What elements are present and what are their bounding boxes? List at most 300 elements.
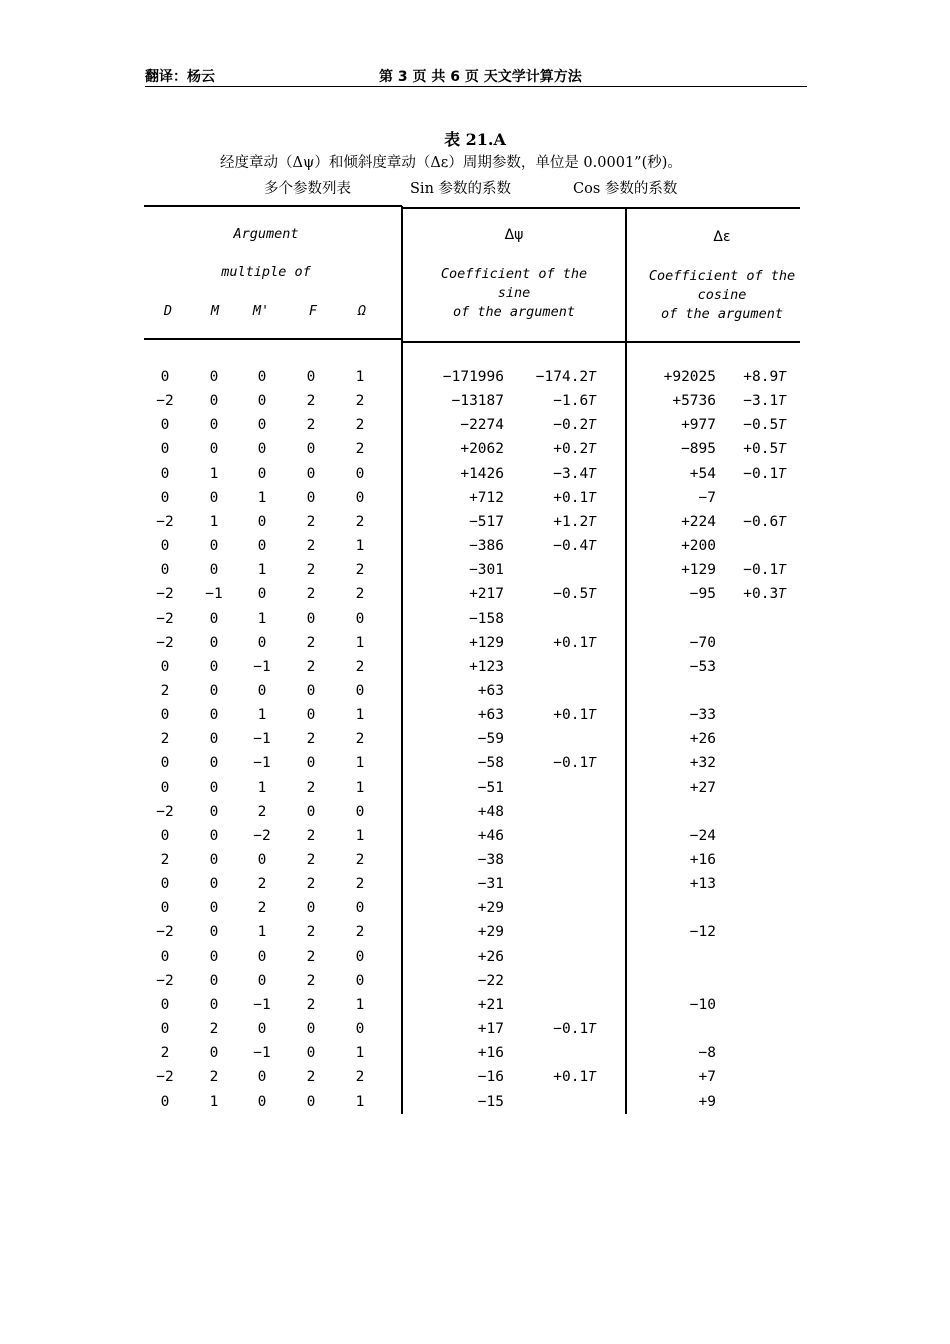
cell-d [150,804,180,820]
cell-omega [345,973,375,989]
cell-cosine-t-coefficient [722,562,786,578]
cell-m [199,828,229,844]
cell-omega-value: 1 [355,997,365,1013]
cell-f [296,828,326,844]
cell-omega-value: 0 [355,973,365,989]
cell-mprime-value: 0 [257,635,267,651]
cell-d [150,635,180,651]
cell-d-value: −2 [156,611,174,627]
cell-sine-coefficient-value: +63 [477,683,504,699]
cell-mprime-value: 0 [257,514,267,530]
cell-cosine-t-coefficient-value: +8.9 [743,369,779,385]
cell-omega-value: 0 [355,1021,365,1037]
cell-omega [345,876,375,892]
cell-sine-coefficient [410,852,504,868]
cell-omega [345,731,375,747]
cell-mprime-value: 0 [257,441,267,457]
cell-f-value: 2 [306,949,316,965]
cell-cosine-coefficient [636,1045,716,1061]
t-symbol: T [588,587,596,602]
cosine-heading-line1: Coefficient of the [648,268,796,284]
cell-sine-coefficient-value: −517 [469,514,504,530]
cell-m-value: 1 [209,466,219,482]
cell-mprime-value: 0 [257,466,267,482]
cell-sine-t-coefficient-value: +0.1 [553,1069,589,1085]
t-symbol: T [778,563,786,578]
cell-sine-coefficient [410,369,504,385]
cell-f [296,924,326,940]
cell-mprime [247,973,277,989]
cell-mprime [247,490,277,506]
col-m-heading: M [210,303,220,319]
cell-m [199,900,229,916]
cell-f [296,1045,326,1061]
cell-sine-t-coefficient [512,417,596,433]
cell-f-value: 2 [306,514,316,530]
cell-m-value: 0 [209,973,219,989]
cell-m-value: 1 [209,514,219,530]
cell-cosine-t-coefficient-value: −0.1 [743,466,779,482]
cell-sine-t-coefficient [512,393,596,409]
column-divider-1 [401,206,403,1114]
delta-epsilon-heading: Δε [713,229,731,245]
cell-omega-value: 1 [355,707,365,723]
cell-sine-coefficient [410,973,504,989]
cell-f [296,755,326,771]
table-caption: 经度章动（Δψ）和倾斜度章动（Δε）周期参数，单位是 0.0001”(秒)。 [220,155,682,171]
cell-sine-t-coefficient [512,490,596,506]
cell-d [150,973,180,989]
cell-cosine-coefficient-value: +977 [681,417,716,433]
t-symbol: T [588,636,596,651]
cell-f [296,997,326,1013]
cell-omega-value: 0 [355,949,365,965]
cell-sine-coefficient [410,538,504,554]
cell-omega [345,466,375,482]
argument-heading: Argument [233,226,299,242]
cell-f-value: 0 [306,900,316,916]
t-symbol: T [588,1070,596,1085]
cell-f-value: 2 [306,973,316,989]
cell-sine-coefficient-value: −158 [469,611,504,627]
cell-d [150,780,180,796]
cell-f-value: 2 [306,876,316,892]
cell-omega [345,393,375,409]
cell-f-value: 0 [306,441,316,457]
cell-sine-coefficient [410,611,504,627]
cell-cosine-coefficient-value: +200 [681,538,716,554]
cell-m [199,635,229,651]
cell-cosine-coefficient [636,924,716,940]
cell-omega [345,924,375,940]
cell-omega-value: 1 [355,780,365,796]
cell-m-value: 0 [209,876,219,892]
cell-mprime [247,755,277,771]
cell-sine-coefficient [410,804,504,820]
cell-d [150,852,180,868]
cell-omega [345,562,375,578]
cell-mprime [247,804,277,820]
cell-omega [345,997,375,1013]
cell-m [199,659,229,675]
cell-d-value: 0 [160,876,170,892]
cell-sine-t-coefficient-value: −0.1 [553,1021,589,1037]
cell-f [296,586,326,602]
cell-d [150,707,180,723]
cell-sine-t-coefficient [512,514,596,530]
cell-sine-t-coefficient [512,441,596,457]
t-symbol: T [778,370,786,385]
cell-omega [345,780,375,796]
cell-m [199,997,229,1013]
cell-mprime [247,659,277,675]
cell-cosine-t-coefficient-value: −0.1 [743,562,779,578]
cell-omega [345,900,375,916]
cell-cosine-coefficient-value: +26 [689,731,716,747]
cell-sine-coefficient [410,490,504,506]
multiple-of-heading: multiple of [221,264,311,280]
cell-omega [345,514,375,530]
cell-cosine-coefficient-value: −12 [689,924,716,940]
t-symbol: T [778,587,786,602]
cell-mprime [247,780,277,796]
cell-d [150,755,180,771]
cell-omega [345,441,375,457]
cell-cosine-coefficient [636,369,716,385]
cell-m-value: 0 [209,417,219,433]
cell-sine-coefficient-value: +46 [477,828,504,844]
cell-cosine-coefficient-value: +224 [681,514,716,530]
cell-sine-coefficient-value: −59 [477,731,504,747]
cell-omega-value: 2 [355,393,365,409]
cell-mprime-value: 1 [257,780,267,796]
cell-f-value: 0 [306,1094,316,1110]
cell-sine-coefficient-value: +48 [477,804,504,820]
cell-d-value: 0 [160,466,170,482]
cell-cosine-t-coefficient-value: −0.6 [743,514,779,530]
subcaption-cos: Cos 参数的系数 [573,181,678,197]
cell-d [150,876,180,892]
cell-d-value: 0 [160,707,170,723]
cell-d [150,731,180,747]
cell-sine-coefficient [410,417,504,433]
cell-f [296,538,326,554]
cell-d-value: 0 [160,562,170,578]
cell-d-value: −2 [156,973,174,989]
cell-d-value: 2 [160,731,170,747]
cell-sine-coefficient [410,876,504,892]
cell-f [296,466,326,482]
cell-d [150,924,180,940]
cell-sine-coefficient-value: −15 [477,1094,504,1110]
cell-m [199,562,229,578]
cell-d [150,997,180,1013]
cell-d [150,586,180,602]
sine-heading-line1: Coefficient of the [440,266,588,282]
table-top-rule-right [402,207,800,209]
cell-omega [345,635,375,651]
cell-f [296,707,326,723]
cell-f-value: 0 [306,466,316,482]
delta-psi-heading: Δψ [504,227,524,243]
cell-m [199,876,229,892]
t-symbol: T [778,442,786,457]
cell-mprime [247,369,277,385]
cell-mprime-value: 0 [257,586,267,602]
cell-m-value: 0 [209,755,219,771]
cell-omega-value: 0 [355,611,365,627]
cell-m-value: 0 [209,369,219,385]
cell-mprime [247,586,277,602]
cell-f-value: 2 [306,1069,316,1085]
t-symbol: T [588,539,596,554]
cell-mprime-value: 0 [257,949,267,965]
cell-mprime [247,828,277,844]
cell-sine-coefficient-value: −38 [477,852,504,868]
cell-sine-coefficient [410,683,504,699]
cell-m-value: 2 [209,1021,219,1037]
cell-sine-t-coefficient-value: −1.6 [553,393,589,409]
cell-sine-t-coefficient [512,586,596,602]
cell-sine-coefficient-value: +129 [469,635,504,651]
cell-sine-coefficient [410,441,504,457]
cell-cosine-coefficient [636,538,716,554]
cell-sine-t-coefficient [512,755,596,771]
cell-f [296,635,326,651]
cell-d-value: 0 [160,949,170,965]
cell-m [199,949,229,965]
cell-m-value: 0 [209,441,219,457]
cell-f [296,417,326,433]
cell-sine-coefficient [410,1021,504,1037]
cell-sine-coefficient-value: +2062 [460,441,504,457]
cell-f-value: 0 [306,490,316,506]
cell-cosine-t-coefficient-value: +0.5 [743,441,779,457]
cell-cosine-coefficient [636,1069,716,1085]
cell-f-value: 0 [306,1021,316,1037]
cell-m [199,852,229,868]
cell-d [150,828,180,844]
cell-cosine-coefficient [636,707,716,723]
cell-omega [345,1069,375,1085]
cell-m-value: −1 [205,586,223,602]
col-omega-heading: Ω [357,303,367,319]
cell-sine-coefficient [410,949,504,965]
cell-d [150,441,180,457]
cell-sine-coefficient [410,659,504,675]
cell-m-value: 0 [209,538,219,554]
cell-omega-value: 1 [355,635,365,651]
cell-cosine-t-coefficient [722,466,786,482]
cell-cosine-coefficient [636,586,716,602]
cell-omega [345,804,375,820]
cell-mprime [247,683,277,699]
cell-cosine-coefficient [636,755,716,771]
cell-mprime [247,514,277,530]
cell-sine-coefficient-value: −31 [477,876,504,892]
subcaption-arguments: 多个参数列表 [264,181,351,197]
cell-omega-value: 1 [355,1094,365,1110]
cell-sine-coefficient-value: +16 [477,1045,504,1061]
cell-d [150,900,180,916]
cell-m [199,466,229,482]
cell-m-value: 0 [209,780,219,796]
cell-cosine-coefficient [636,635,716,651]
cell-m-value: 0 [209,1045,219,1061]
cell-omega [345,538,375,554]
cell-sine-coefficient-value: +712 [469,490,504,506]
cell-mprime-value: 0 [257,369,267,385]
cell-m [199,611,229,627]
cell-sine-t-coefficient-value: −0.2 [553,417,589,433]
cell-omega [345,852,375,868]
cell-m-value: 0 [209,731,219,747]
cell-d-value: 0 [160,659,170,675]
cell-mprime [247,417,277,433]
cell-cosine-t-coefficient-value: +0.3 [743,586,779,602]
cell-cosine-coefficient [636,780,716,796]
cell-omega [345,1094,375,1110]
cell-d [150,490,180,506]
cell-m [199,369,229,385]
cell-f-value: 2 [306,586,316,602]
t-symbol: T [588,708,596,723]
t-symbol: T [588,515,596,530]
cell-mprime-value: 0 [257,1069,267,1085]
cell-f [296,369,326,385]
cell-f-value: 2 [306,924,316,940]
cell-sine-coefficient [410,586,504,602]
cell-mprime-value: 0 [257,417,267,433]
cell-m-value: 0 [209,852,219,868]
cell-f-value: 2 [306,635,316,651]
cell-f-value: 2 [306,828,316,844]
t-symbol: T [588,1022,596,1037]
cell-omega-value: 2 [355,1069,365,1085]
cell-m-value: 0 [209,828,219,844]
cell-f [296,949,326,965]
cell-mprime-value: 0 [257,393,267,409]
t-symbol: T [778,467,786,482]
cell-m-value: 0 [209,562,219,578]
cell-sine-coefficient-value: −171996 [442,369,504,385]
cell-m-value: 0 [209,900,219,916]
cell-sine-coefficient [410,466,504,482]
cell-d [150,1069,180,1085]
cell-sine-coefficient [410,780,504,796]
cell-omega [345,490,375,506]
cell-m [199,1045,229,1061]
cell-cosine-coefficient-value: +7 [698,1069,716,1085]
cell-mprime [247,441,277,457]
cell-d [150,562,180,578]
cell-omega-value: 0 [355,466,365,482]
cell-sine-coefficient [410,1094,504,1110]
cell-omega [345,586,375,602]
cell-omega-value: 1 [355,755,365,771]
cell-cosine-coefficient-value: −895 [681,441,716,457]
cell-d [150,659,180,675]
cell-m-value: 0 [209,683,219,699]
cell-f [296,1094,326,1110]
cell-mprime-value: 0 [257,852,267,868]
cell-m-value: 0 [209,707,219,723]
cell-sine-t-coefficient-value: +0.1 [553,635,589,651]
cell-mprime [247,393,277,409]
sine-heading-line2: sine [497,285,531,301]
cell-mprime-value: 0 [257,1094,267,1110]
cell-f [296,683,326,699]
cell-mprime [247,562,277,578]
cell-d-value: −2 [156,924,174,940]
cell-f [296,514,326,530]
cell-d-value: 2 [160,1045,170,1061]
cell-omega [345,828,375,844]
cell-d-value: 0 [160,369,170,385]
cell-mprime-value: 2 [257,876,267,892]
cell-m-value: 2 [209,1069,219,1085]
cell-mprime-value: −1 [253,997,271,1013]
cell-omega-value: 2 [355,562,365,578]
column-divider-2 [625,208,627,1114]
cell-m [199,538,229,554]
cell-omega-value: 2 [355,586,365,602]
cell-cosine-coefficient-value: +32 [689,755,716,771]
cell-sine-coefficient-value: +29 [477,924,504,940]
cell-cosine-t-coefficient [722,417,786,433]
cell-omega [345,659,375,675]
cell-cosine-coefficient-value: −95 [689,586,716,602]
cell-m [199,417,229,433]
cell-sine-coefficient-value: +17 [477,1021,504,1037]
cell-f [296,900,326,916]
cell-sine-coefficient-value: +217 [469,586,504,602]
cell-sine-coefficient-value: +26 [477,949,504,965]
cell-sine-coefficient-value: +1426 [460,466,504,482]
cell-mprime-value: −2 [253,828,271,844]
cell-m [199,586,229,602]
col-f-heading: F [308,303,318,319]
cell-omega-value: 1 [355,369,365,385]
cell-cosine-coefficient-value: +54 [689,466,716,482]
header-bottom-rule [144,338,402,340]
cell-mprime-value: −1 [253,1045,271,1061]
cell-sine-coefficient-value: +63 [477,707,504,723]
cell-mprime [247,876,277,892]
cell-f-value: 2 [306,997,316,1013]
cell-m [199,1069,229,1085]
cell-omega [345,755,375,771]
cell-mprime [247,707,277,723]
cell-mprime-value: −1 [253,659,271,675]
cell-cosine-coefficient-value: +92025 [663,369,716,385]
cell-d [150,393,180,409]
cell-sine-coefficient [410,924,504,940]
cell-m [199,707,229,723]
cell-m [199,780,229,796]
cell-mprime-value: 1 [257,707,267,723]
cell-cosine-coefficient-value: +13 [689,876,716,892]
cell-d [150,514,180,530]
cell-sine-t-coefficient-value: −174.2 [535,369,589,385]
cell-f [296,611,326,627]
cell-mprime-value: −1 [253,755,271,771]
cell-omega-value: 2 [355,924,365,940]
cell-cosine-coefficient-value: −24 [689,828,716,844]
cell-cosine-coefficient-value: −33 [689,707,716,723]
cell-m [199,683,229,699]
cell-cosine-coefficient [636,828,716,844]
